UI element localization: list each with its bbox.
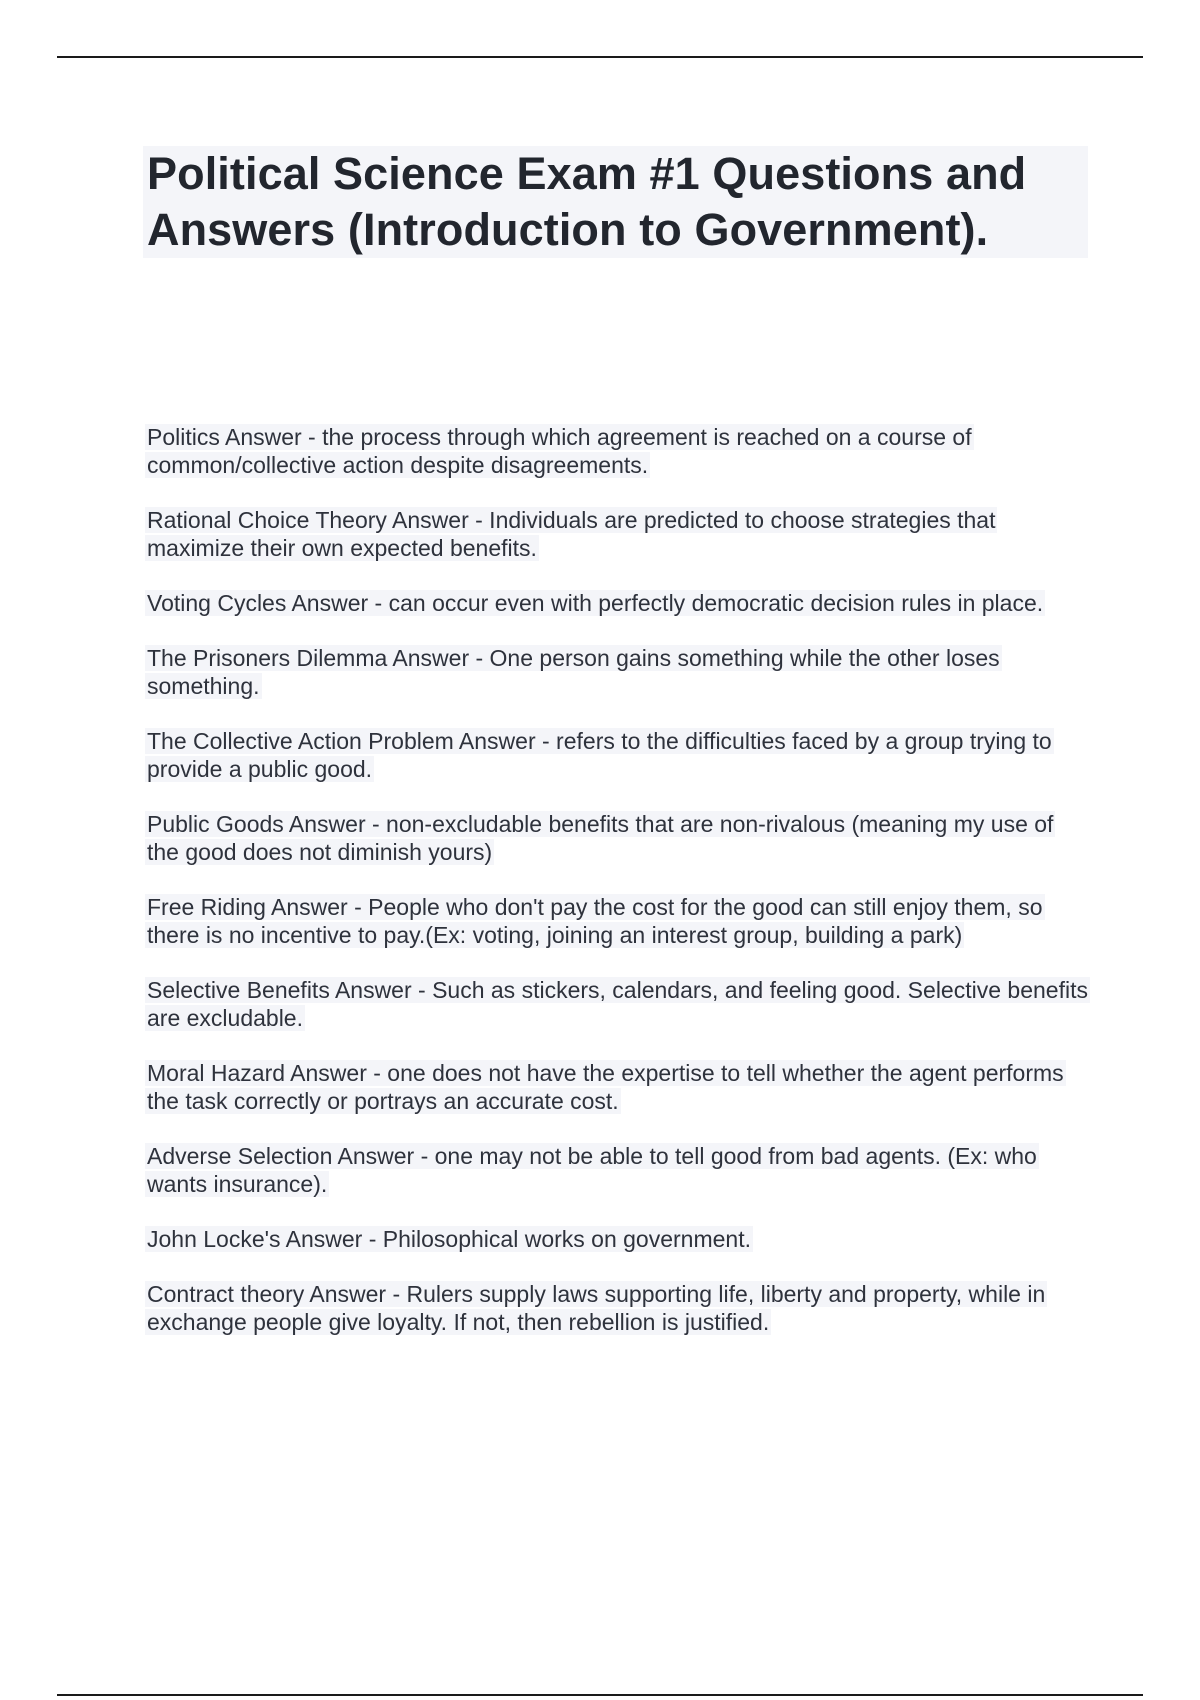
qa-item-text: Voting Cycles Answer - can occur even with perfectly democratic decision rules in place.: [147, 590, 1044, 616]
qa-item-text: The Collective Action Problem Answer - refers to the difficulties faced by a group trying to provide a public good.: [147, 728, 1052, 782]
qa-item-text: Public Goods Answer - non-excludable benefits that are non-rivalous (meaning my use of the good does not diminish yours): [147, 811, 1054, 865]
qa-item-collective-action-problem: [145, 727, 1090, 783]
bottom-divider: [57, 1694, 1143, 1696]
qa-item-text: The Prisoners Dilemma Answer - One person gains something while the other loses something.: [147, 645, 1000, 699]
qa-item-contract-theory: [145, 1280, 1090, 1336]
qa-item-prisoners-dilemma: [145, 644, 1090, 700]
qa-item-voting-cycles: [145, 589, 1090, 617]
qa-item-text: John Locke's Answer - Philosophical works on government.: [147, 1226, 751, 1252]
qa-item-text: Moral Hazard Answer - one does not have the expertise to tell whether the agent performs the task correctly or portrays an accurate cost.: [147, 1060, 1064, 1114]
qa-item-adverse-selection: [145, 1142, 1090, 1198]
qa-item-rational-choice-theory: [145, 506, 1090, 562]
qa-item-public-goods: [145, 810, 1090, 866]
qa-item-text: Free Riding Answer - People who don't pay the cost for the good can still enjoy them, so there is no incentive to pay.(Ex: voting, joining an interest group, building a park): [147, 894, 1043, 948]
qa-item-text: Rational Choice Theory Answer - Individuals are predicted to choose strategies that maximize their own expected benefits.: [147, 507, 996, 561]
qa-item-moral-hazard: [145, 1059, 1090, 1115]
page-title: Political Science Exam #1 Questions and Answers (Introduction to Government).: [147, 148, 1027, 255]
qa-item-text: Contract theory Answer - Rulers supply laws supporting life, liberty and property, while in exchange people give loyalty. If not, then rebellion is justified.: [147, 1281, 1046, 1335]
qa-list: [145, 423, 1090, 1363]
qa-item-free-riding: [145, 893, 1090, 949]
qa-item-text: Politics Answer - the process through which agreement is reached on a course of common/collective action despite disagreements.: [147, 424, 972, 478]
qa-item-selective-benefits: [145, 976, 1090, 1032]
top-divider: [57, 56, 1143, 58]
qa-item-text: Adverse Selection Answer - one may not be able to tell good from bad agents. (Ex: who wants insurance).: [147, 1143, 1037, 1197]
qa-item-text: Selective Benefits Answer - Such as stickers, calendars, and feeling good. Selective benefits are excludable.: [147, 977, 1088, 1031]
qa-item-john-locke: [145, 1225, 1090, 1253]
qa-item-politics: [145, 423, 1090, 479]
title-block: [143, 146, 1088, 258]
